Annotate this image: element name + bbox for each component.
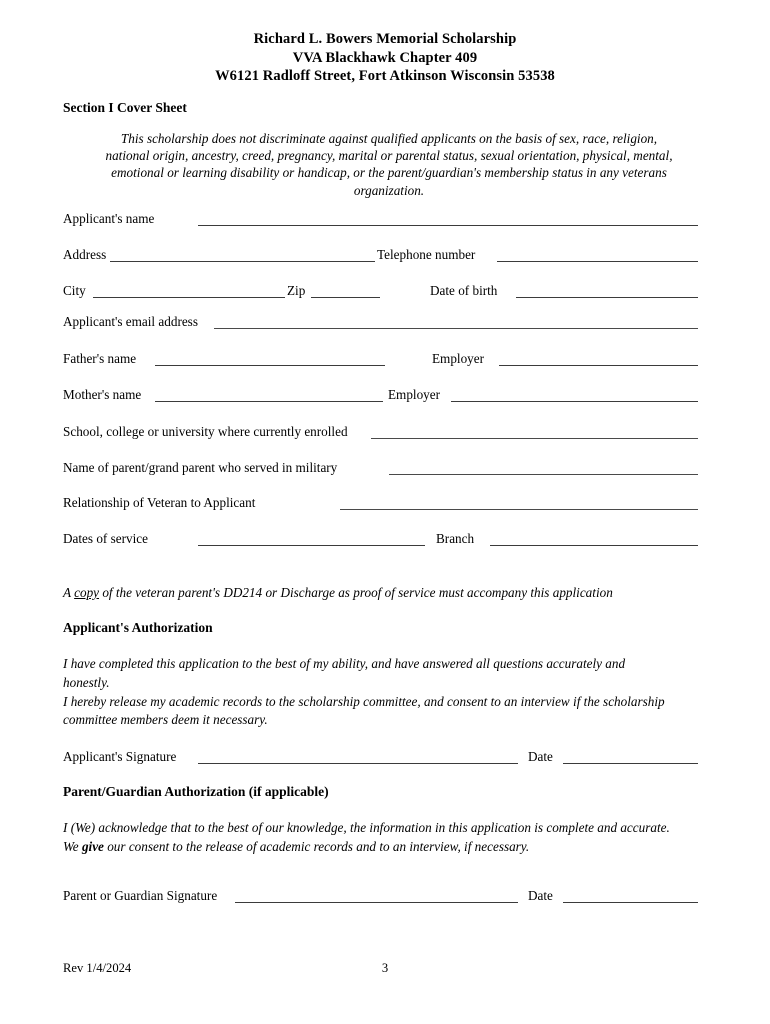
- auth-paragraph-line-2: honestly.: [63, 674, 110, 690]
- dd214-note-prefix: A: [63, 585, 75, 600]
- input-line-applicants-signature-date[interactable]: [563, 763, 698, 764]
- input-line-applicants-name[interactable]: [198, 225, 698, 226]
- label-mothers-name: Mother's name: [63, 387, 142, 402]
- input-line-mother-employer[interactable]: [451, 401, 698, 402]
- input-line-parent-grandparent-military[interactable]: [389, 474, 698, 475]
- input-line-branch[interactable]: [490, 545, 698, 546]
- nondiscrimination-notice: This scholarship does not discriminate against qualified applicants on the basis of sex, race, religion, national origin, ancestry, creed, pregnancy, marital or parental status, sexual orientation, physical, mental, emotional or learning disability or handicap, or the parent/guardian's membership status in any veterans organization.: [105, 131, 673, 198]
- input-line-zip[interactable]: [311, 297, 380, 298]
- input-line-address[interactable]: [110, 261, 375, 262]
- header-title-line-1: Richard L. Bowers Memorial Scholarship: [253, 31, 517, 47]
- footer-page-number: 3: [381, 961, 389, 975]
- label-telephone-number: Telephone number: [377, 247, 476, 262]
- label-applicants-signature-date: Date: [528, 749, 553, 764]
- parent-paragraph-line-2-suffix: our consent to the release of academic records and to an interview, if necessary.: [103, 838, 530, 854]
- label-father-employer: Employer: [432, 351, 485, 366]
- parent-paragraph-line-2-bold-give: give: [81, 838, 104, 854]
- input-line-parent-guardian-signature[interactable]: [235, 902, 518, 903]
- auth-paragraph-line-1: I have completed this application to the best of my ability, and have answered all questions accurately and: [63, 656, 626, 671]
- input-line-telephone-number[interactable]: [497, 261, 698, 262]
- input-line-applicants-email-address[interactable]: [214, 328, 698, 329]
- label-applicants-name: Applicant's name: [63, 211, 155, 226]
- document-header: [0, 30, 770, 86]
- label-date-of-birth: Date of birth: [430, 283, 498, 298]
- label-parent-guardian-signature-date: Date: [528, 888, 553, 903]
- input-line-father-employer[interactable]: [499, 365, 698, 366]
- label-parent-grandparent-military: Name of parent/grand parent who served in military: [63, 460, 338, 475]
- auth-paragraph-line-3: I hereby release my academic records to the scholarship committee, and consent to an interview if the scholarship: [63, 693, 665, 709]
- label-fathers-name: Father's name: [63, 351, 137, 366]
- dd214-note: [63, 584, 723, 603]
- input-line-fathers-name[interactable]: [155, 365, 385, 366]
- input-line-parent-guardian-signature-date[interactable]: [563, 902, 698, 903]
- auth-paragraph-line-4: committee members deem it necessary.: [63, 712, 268, 728]
- input-line-relationship-of-veteran[interactable]: [340, 509, 698, 510]
- header-title-line-2: VVA Blackhawk Chapter 409: [292, 49, 478, 66]
- input-line-applicants-signature[interactable]: [198, 763, 518, 764]
- label-city: City: [63, 283, 86, 298]
- label-dates-of-service: Dates of service: [63, 531, 148, 546]
- label-applicants-email-address: Applicant's email address: [63, 314, 198, 329]
- input-line-city[interactable]: [93, 297, 285, 298]
- section-heading-cover-sheet: Section I Cover Sheet: [63, 100, 187, 115]
- input-line-date-of-birth[interactable]: [516, 297, 698, 298]
- parent-guardian-paragraph: [63, 819, 723, 857]
- section-heading-parent-guardian-authorization: Parent/Guardian Authorization (if applicable): [63, 784, 329, 799]
- dd214-note-underlined-copy: copy: [74, 585, 100, 600]
- label-zip: Zip: [287, 283, 306, 298]
- label-address: Address: [63, 247, 107, 262]
- input-line-mothers-name[interactable]: [155, 401, 383, 402]
- dd214-note-suffix: of the veteran parent's DD214 or Discharge as proof of service must accompany this application: [99, 585, 613, 600]
- label-mother-employer: Employer: [388, 387, 441, 402]
- input-line-school-enrolled[interactable]: [371, 438, 698, 439]
- label-school-enrolled: School, college or university where currently enrolled: [63, 424, 348, 439]
- applicants-authorization-paragraph: [63, 655, 713, 730]
- header-title-line-3: W6121 Radloff Street, Fort Atkinson Wisconsin 53538: [215, 68, 555, 84]
- section-heading-applicants-authorization: Applicant's Authorization: [63, 620, 213, 635]
- input-line-dates-of-service[interactable]: [198, 545, 425, 546]
- label-branch: Branch: [436, 531, 475, 546]
- label-relationship-of-veteran: Relationship of Veteran to Applicant: [63, 495, 256, 510]
- label-parent-guardian-signature: Parent or Guardian Signature: [63, 888, 218, 903]
- parent-paragraph-line-2-prefix: We: [63, 838, 82, 854]
- parent-paragraph-line-1: I (We) acknowledge that to the best of our knowledge, the information in this application is complete and accurate.: [63, 820, 670, 835]
- label-applicants-signature: Applicant's Signature: [63, 749, 177, 764]
- footer-revision: Rev 1/4/2024: [63, 961, 132, 975]
